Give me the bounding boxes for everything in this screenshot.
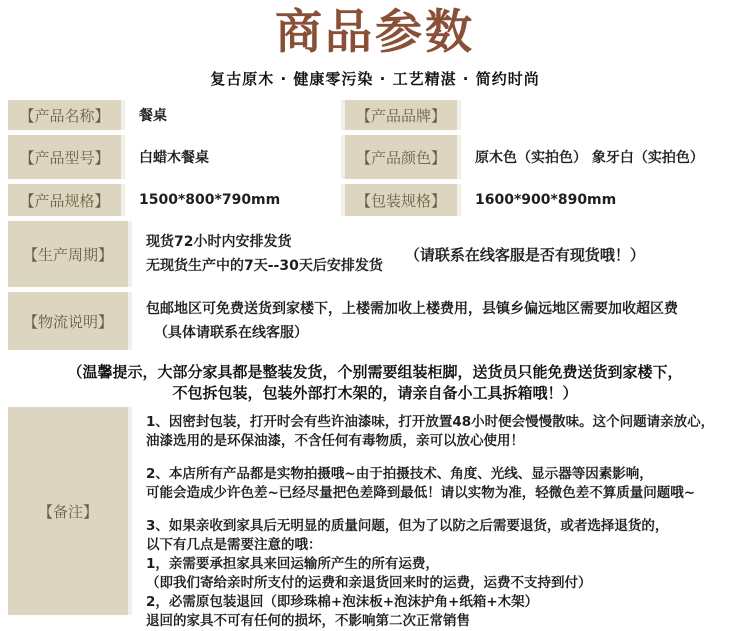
remark-line: （即我们寄给亲时所支付的运费和亲退货回来时的运费，运费不支持到付） xyxy=(146,575,592,591)
table-row-logistics xyxy=(8,292,742,350)
production-stock-note: （请联系在线客服是否有现货哦！） xyxy=(404,245,645,264)
warm-notice xyxy=(8,355,742,407)
spec-table xyxy=(8,100,742,629)
label-product-model: 【产品型号】 xyxy=(8,135,121,179)
remark-line: 3、如果亲收到家具后无明显的质量问题，但为了以防之后需要退货，或者选择退货的， xyxy=(146,518,669,534)
remark-line: 以下有几点是需要注意的哦： xyxy=(146,537,322,553)
remark-line: 可能会造成少许色差~已经尽量把色差降到最低！请以实物为准，轻微色差不算质量问题哦~ xyxy=(146,485,696,501)
production-line-2: 无现货生产中的7天--30天后安排发货 xyxy=(146,258,383,274)
label-product-color: 【产品颜色】 xyxy=(345,135,457,179)
remark-line: 2、本店所有产品都是实物拍摄哦~由于拍摄技术、角度、光线、显示器等因素影响， xyxy=(146,466,653,482)
remark-paragraph-1 xyxy=(146,413,732,451)
label-logistics: 【物流说明】 xyxy=(8,292,128,350)
table-row-size-package xyxy=(8,184,742,216)
value-logistics xyxy=(132,292,742,350)
remark-line: 1，亲需要承担家具来回运输所产生的所有运费， xyxy=(146,556,439,572)
remark-paragraph-2 xyxy=(146,465,732,503)
page-header xyxy=(0,0,750,89)
production-cycle-lines xyxy=(146,230,383,278)
value-product-name: 餐桌 xyxy=(125,100,341,130)
label-product-name: 【产品名称】 xyxy=(8,100,121,130)
label-production-cycle: 【生产周期】 xyxy=(8,221,128,287)
warm-notice-line-2: 不包拆包装，包装外部打木架的，请亲自备小工具拆箱哦！） xyxy=(172,384,578,402)
value-product-model: 白蜡木餐桌 xyxy=(125,135,341,179)
logistics-line-1: 包邮地区可免费送货到家楼下，上楼需加收上楼费用，县镇乡偏远地区需要加收超区费 xyxy=(146,301,678,317)
production-line-1: 现货72小时内安排发货 xyxy=(146,234,292,250)
value-product-color: 原木色（实拍色） 象牙白（实拍色） xyxy=(461,135,742,179)
value-remark xyxy=(132,407,742,629)
remark-line: 退回的家具不可有任何的损坏，不影响第二次正常销售 xyxy=(146,613,470,629)
label-remark: 【备注】 xyxy=(8,407,128,615)
label-product-brand: 【产品品牌】 xyxy=(345,100,457,130)
remark-line: 1、因密封包装，打开时会有些许油漆味，打开放置48小时便会慢慢散味。这个问题请亲放心， xyxy=(146,414,715,430)
remark-line: 油漆选用的是环保油漆，不含任何有毒物质，亲可以放心使用！ xyxy=(146,433,524,449)
logistics-lines xyxy=(146,297,678,345)
remark-line: 2，必需原包装退回（即珍珠棉+泡沫板+泡沫护角+纸箱+木架） xyxy=(146,594,539,610)
label-package-size: 【包装规格】 xyxy=(345,184,457,216)
page-title: 商品参数 xyxy=(275,5,475,60)
table-row-production-cycle xyxy=(8,221,742,287)
value-product-brand xyxy=(461,100,742,130)
value-product-size: 1500*800*790mm xyxy=(125,184,341,216)
label-product-size: 【产品规格】 xyxy=(8,184,121,216)
page-tagline: 复古原木 · 健康零污染 · 工艺精湛 · 简约时尚 xyxy=(210,70,540,88)
table-row-name-brand xyxy=(8,100,742,130)
remark-paragraph-3 xyxy=(146,517,732,631)
table-row-model-color xyxy=(8,135,742,179)
value-production-cycle xyxy=(132,221,742,287)
logistics-line-2: （具体请联系在线客服） xyxy=(154,325,308,341)
table-row-remark xyxy=(8,407,742,629)
warm-notice-line-1: （温馨提示，大部分家具都是整装发货，个别需要组装柜脚，送货员只能免费送货到家楼下， xyxy=(67,363,683,381)
value-package-size: 1600*900*890mm xyxy=(461,184,742,216)
